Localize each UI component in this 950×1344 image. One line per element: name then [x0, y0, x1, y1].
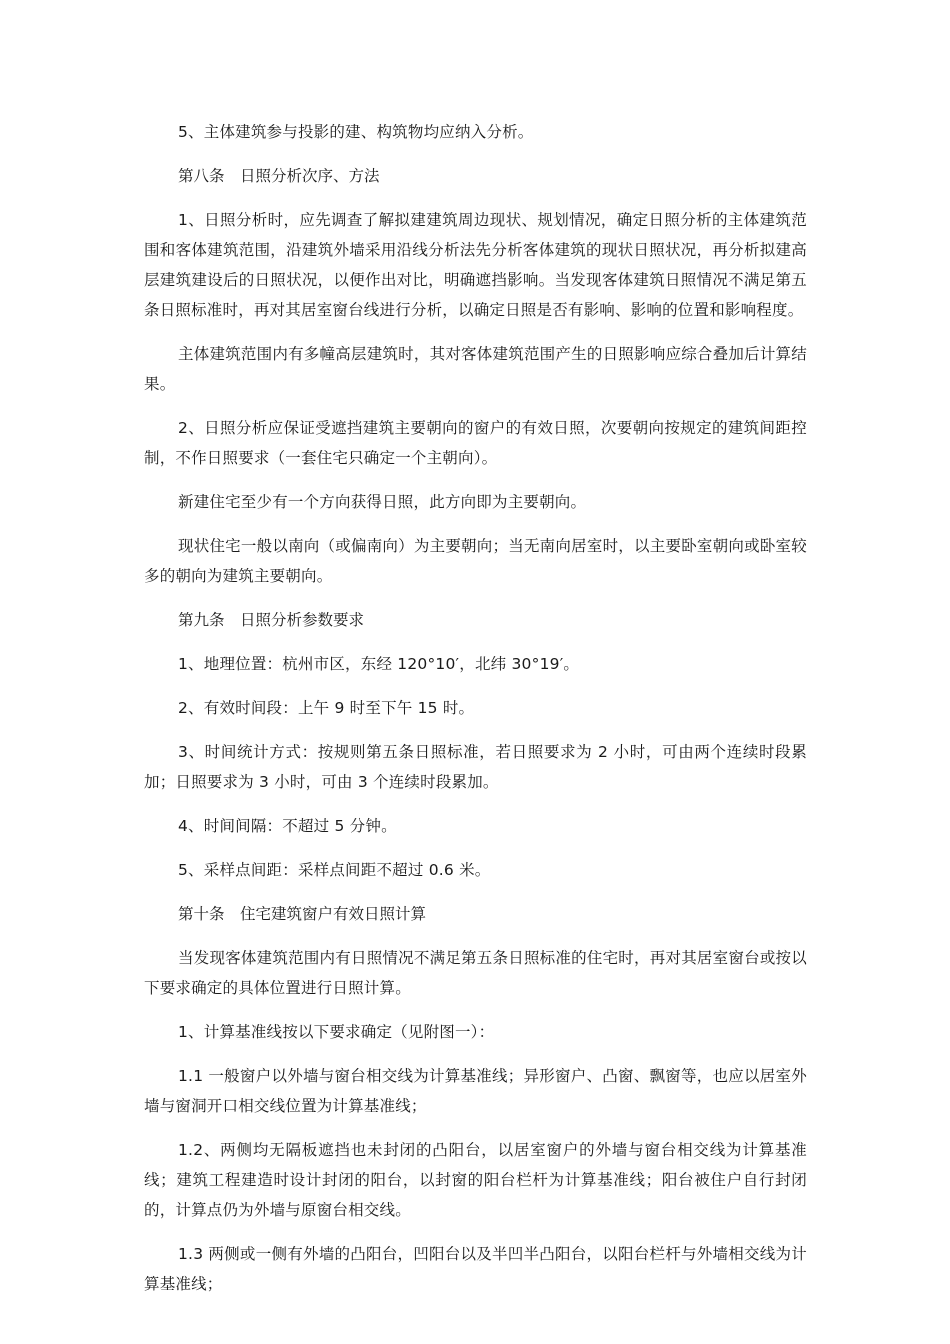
item-4-paragraph: 4、时间间隔：不超过 5 分钟。 — [178, 817, 397, 835]
body-paragraph: 现状住宅一般以南向（或偏南向）为主要朝向；当无南向居室时，以主要卧室朝向或卧室较多的朝向为建筑主要朝向。 — [144, 537, 807, 585]
article-10-heading: 第十条 住宅建筑窗户有效日照计算 — [178, 905, 427, 923]
item-1-paragraph: 1、计算基准线按以下要求确定（见附图一）： — [178, 1023, 495, 1041]
article-8-heading: 第八条 日照分析次序、方法 — [178, 167, 380, 185]
body-paragraph: 新建住宅至少有一个方向获得日照，此方向即为主要朝向。 — [178, 493, 587, 511]
item-3-paragraph: 3、时间统计方式：按规则第五条日照标准，若日照要求为 2 小时，可由两个连续时段累加；日照要求为 3 小时，可由 3 个连续时段累加。 — [144, 743, 807, 791]
item-5-paragraph: 5、主体建筑参与投影的建、构筑物均应纳入分析。 — [178, 123, 534, 141]
item-2-paragraph: 2、日照分析应保证受遮挡建筑主要朝向的窗户的有效日照，次要朝向按规定的建筑间距控制，不作日照要求（一套住宅只确定一个主朝向）。 — [144, 419, 807, 467]
item-1-3-paragraph: 1.3 两侧或一侧有外墙的凸阳台，凹阳台以及半凹半凸阳台，以阳台栏杆与外墙相交线为计算基准线； — [144, 1245, 807, 1293]
item-2-paragraph: 2、有效时间段：上午 9 时至下午 15 时。 — [178, 699, 475, 717]
item-1-paragraph: 1、日照分析时，应先调查了解拟建建筑周边现状、规划情况，确定日照分析的主体建筑范围和客体建筑范围，沿建筑外墙采用沿线分析法先分析客体建筑的现状日照状况，再分析拟建高层建筑建设后的日照状况，以便作出对比，明确遮挡影响。当发现客体建筑日照情况不满足第五条日照标准时，再对其居室窗台线进行分析，以确定日照是否有影响、影响的位置和影响程度。 — [144, 211, 807, 319]
item-1-2-paragraph: 1.2、两侧均无隔板遮挡也未封闭的凸阳台，以居室窗户的外墙与窗台相交线为计算基准线；建筑工程建造时设计封闭的阳台，以封窗的阳台栏杆为计算基准线；阳台被住户自行封闭的，计算点仍为外墙与原窗台相交线。 — [144, 1141, 807, 1219]
item-1-paragraph: 1、地理位置：杭州市区，东经 120°10′，北纬 30°19′。 — [178, 655, 580, 673]
body-paragraph: 当发现客体建筑范围内有日照情况不满足第五条日照标准的住宅时，再对其居室窗台或按以下要求确定的具体位置进行日照计算。 — [144, 949, 807, 997]
item-5-paragraph: 5、采样点间距：采样点间距不超过 0.6 米。 — [178, 861, 491, 879]
item-1-1-paragraph: 1.1 一般窗户以外墙与窗台相交线为计算基准线；异形窗户、凸窗、飘窗等，也应以居室外墙与窗洞开口相交线位置为计算基准线； — [144, 1067, 807, 1115]
body-paragraph: 主体建筑范围内有多幢高层建筑时，其对客体建筑范围产生的日照影响应综合叠加后计算结果。 — [144, 345, 807, 393]
article-9-heading: 第九条 日照分析参数要求 — [178, 611, 365, 629]
